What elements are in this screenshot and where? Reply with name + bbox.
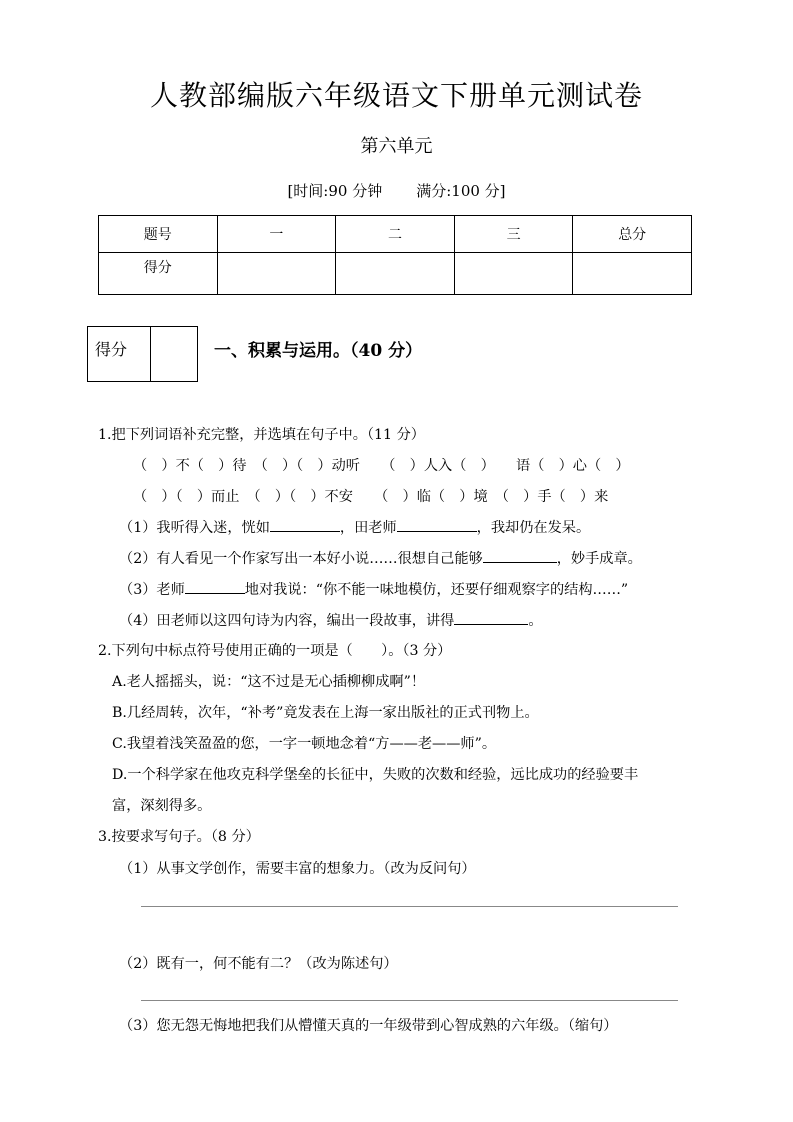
q1-s2-text-b: ，妙手成章。 <box>556 551 642 567</box>
q1-sentence-3 <box>119 578 628 599</box>
q3-sentence-3: （3）您无怨无悔地把我们从懵懂天真的一年级带到心智成熟的六年级。（缩句） <box>119 1018 618 1034</box>
section-heading: 一、积累与运用。（40 分） <box>214 341 423 361</box>
q1-sentence-4 <box>119 609 543 630</box>
q3-sentence-1: （1）从事文学创作，需要丰富的想象力。（改为反问句） <box>119 861 476 877</box>
full-score: 满分:100 分] <box>416 182 506 200</box>
q1-s4-blank[interactable] <box>454 609 528 625</box>
q1-s1-text-a: （1）我听得入迷，恍如 <box>119 520 270 536</box>
score-header-two: 二 <box>336 216 455 253</box>
q1-s4-text-a: （4）田老师以这四句诗为内容，编出一段故事，讲得 <box>119 613 455 629</box>
score-header-number: 题号 <box>99 216 218 253</box>
q1-words-row2: （ ）（ ）而止 （ ）（ ）不安 （ ）临（ ）境 （ ）手（ ）来 <box>133 489 609 505</box>
q1-words-row1: （ ）不（ ）待 （ ）（ ）动听 （ ）人入（ ） 语（ ）心（ ） <box>133 458 630 474</box>
q1-s1-blank-1[interactable] <box>270 516 340 532</box>
score-table <box>98 215 692 295</box>
q1-s4-text-b: 。 <box>528 613 543 629</box>
score-cell-total[interactable] <box>573 253 692 295</box>
score-cell-two[interactable] <box>336 253 455 295</box>
q1-sentence-1 <box>119 516 590 537</box>
q3-answer-line-1[interactable] <box>141 906 678 907</box>
q1-s3-text-b: 地对我说：“你不能一味地模仿，还要仔细观察字的结构……” <box>244 582 629 598</box>
q1-s1-text-c: ，我却仍在发呆。 <box>476 520 591 536</box>
q2-option-b[interactable]: B.几经周转，次年，“补考”竟发表在上海一家出版社的正式刊物上。 <box>112 705 539 721</box>
q3-answer-line-2[interactable] <box>141 1000 678 1001</box>
section-score-box <box>87 326 198 382</box>
time-limit: [时间:90 分钟 <box>287 182 383 200</box>
q3-sentence-2: （2）既有一，何不能有二？（改为陈述句） <box>119 956 398 972</box>
q2-option-d[interactable]: D.一个科学家在他攻克科学堡垒的长征中，失败的次数和经验，远比成功的经验要丰 <box>112 767 639 783</box>
score-row-label: 得分 <box>99 253 218 295</box>
q1-stem: 1.把下列词语补充完整，并选填在句子中。（11 分） <box>98 427 425 443</box>
score-header-total: 总分 <box>573 216 692 253</box>
score-header-three: 三 <box>454 216 573 253</box>
exam-info <box>0 180 793 201</box>
unit-subtitle: 第六单元 <box>360 136 433 157</box>
page-title: 人教部编版六年级语文下册单元测试卷 <box>149 79 643 112</box>
q1-s3-text-a: （3）老师 <box>119 582 185 598</box>
q1-s1-text-b: ，田老师 <box>339 520 397 536</box>
score-header-one: 一 <box>217 216 336 253</box>
q2-option-d-cont: 富，深刻得多。 <box>112 798 212 814</box>
q3-stem: 3.按要求写句子。（8 分） <box>98 829 260 845</box>
q1-s1-blank-2[interactable] <box>397 516 477 532</box>
section-score-label: 得分 <box>88 327 151 382</box>
q2-stem: 2.下列句中标点符号使用正确的一项是（ ）。（3 分） <box>98 643 452 659</box>
q1-sentence-2 <box>119 547 642 568</box>
score-cell-one[interactable] <box>217 253 336 295</box>
q2-option-a[interactable]: A.老人摇摇头，说：“这不过是无心插柳柳成啊”！ <box>112 674 426 690</box>
score-cell-three[interactable] <box>454 253 573 295</box>
section-score-cell[interactable] <box>151 327 198 382</box>
q1-s2-text-a: （2）有人看见一个作家写出一本好小说……很想自己能够 <box>119 551 483 567</box>
q2-option-c[interactable]: C.我望着浅笑盈盈的您，一字一顿地念着“方——老——师”。 <box>112 736 497 752</box>
q1-s2-blank[interactable] <box>483 547 557 563</box>
q1-s3-blank[interactable] <box>185 578 245 594</box>
